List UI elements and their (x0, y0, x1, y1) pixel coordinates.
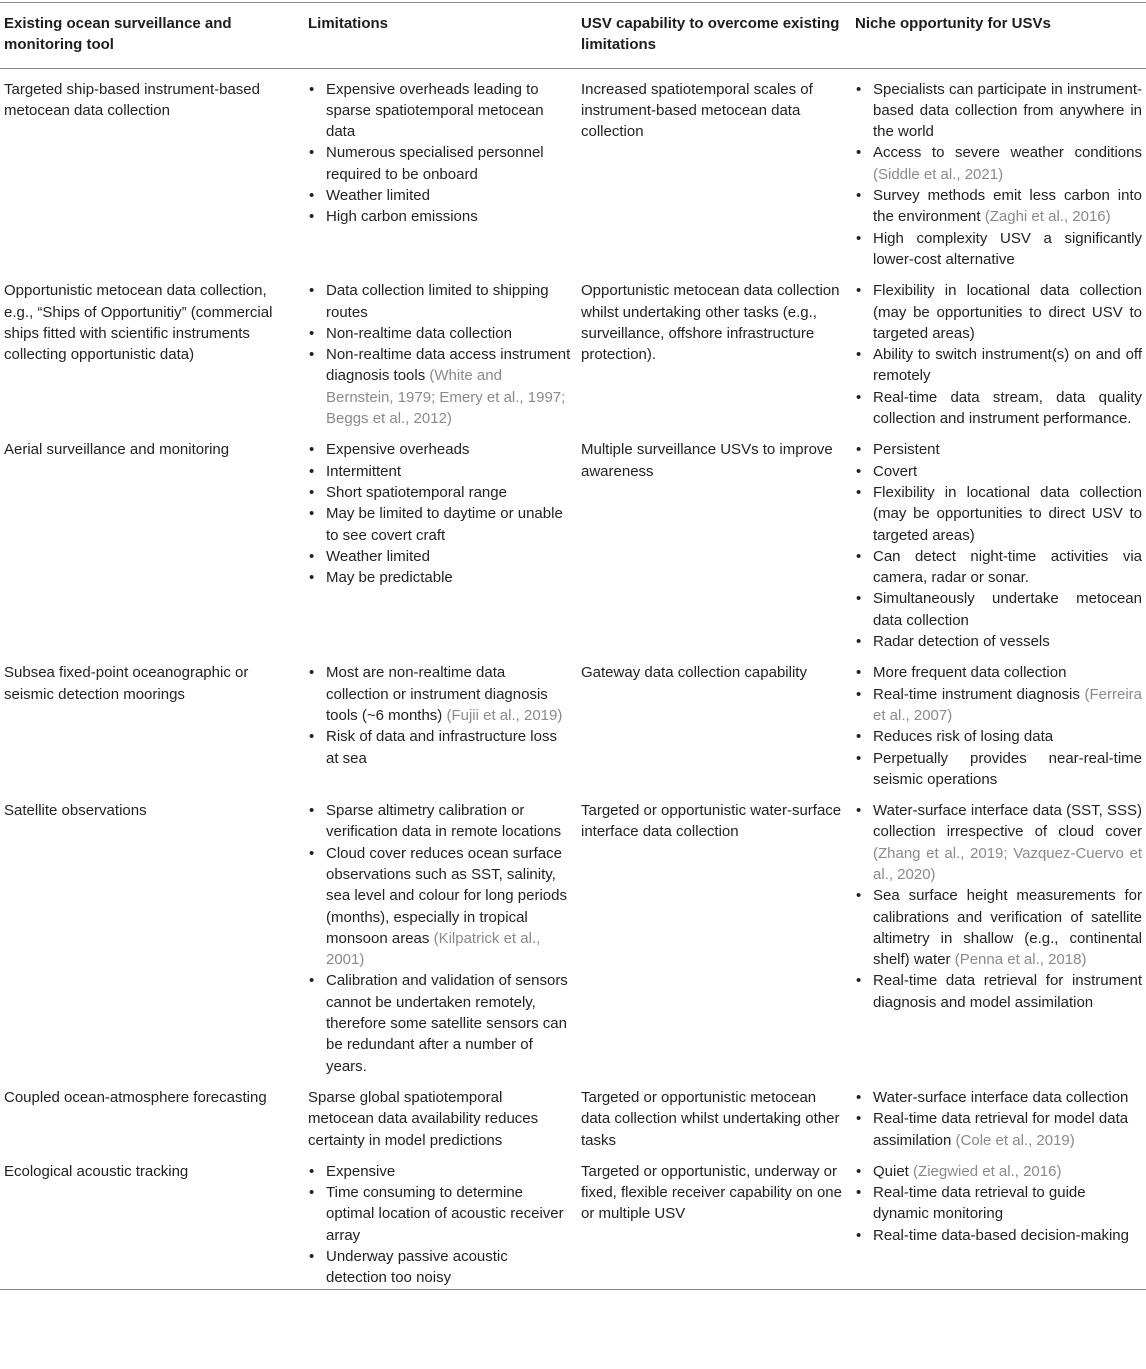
niche-cell (851, 1077, 1146, 1151)
limitations-cell: Sparse global spatiotemporal metocean data availability reduces certainty in model predictions (308, 1088, 539, 1149)
tool-cell: Coupled ocean-atmosphere forecasting (4, 1088, 267, 1106)
limitations-cell (304, 790, 577, 1077)
tool-cell: Subsea fixed-point oceanographic or seismic detection moorings (4, 664, 249, 703)
table-row (0, 1077, 1146, 1151)
niche-cell (851, 652, 1146, 790)
citation-link[interactable]: (Zaghi et al., 2016) (984, 208, 1111, 226)
table-row (0, 790, 1146, 1077)
list-item: • Perpetually provides near-real-time seismic operations (855, 748, 1142, 791)
tool-cell: Opportunistic metocean data collection, e.g., “Ships of Opportunitiy” (commercial ships fitted with scientific instruments collecting opportunistic data) (4, 282, 273, 364)
list-item: • Expensive overheads leading to sparse spatiotemporal metocean data (308, 79, 571, 143)
capability-cell: Gateway data collection capability (581, 664, 807, 682)
list-item: • Flexibility in locational data collection (may be opportunities to direct USV to targeted areas) (855, 280, 1142, 344)
limitations-cell (304, 270, 577, 429)
list-item: • Data collection limited to shipping routes (308, 280, 571, 323)
list-item: • Risk of data and infrastructure loss at sea (308, 726, 571, 769)
header-usv-capability: USV capability to overcome existing limitations (577, 3, 851, 69)
limitations-cell (304, 429, 577, 652)
capability-cell: Targeted or opportunistic, underway or fixed, flexible receiver capability on one or multiple USV (577, 1151, 851, 1289)
header-niche-opportunity: Niche opportunity for USVs (851, 3, 1146, 69)
tool-cell: Aerial surveillance and monitoring (4, 441, 230, 459)
citation-link[interactable]: (Siddle et al., 2021) (873, 165, 1004, 183)
niche-cell (851, 270, 1146, 429)
capability-cell: Increased spatiotemporal scales of instrument-based metocean data collection (581, 80, 813, 141)
list-item: • Non-realtime data access instrument diagnosis tools (White and Bernstein, 1979; Emery et al., 1997; Beggs et al., 2012) (308, 344, 571, 429)
list-item: • Access to severe weather conditions (Siddle et al., 2021) (855, 142, 1142, 185)
list-item: • Time consuming to determine optimal location of acoustic receiver array (308, 1182, 571, 1246)
citation-link[interactable]: (Cole et al., 2019) (955, 1131, 1075, 1149)
list-item: • Reduces risk of losing data (855, 726, 1142, 747)
limitations-cell (304, 1151, 577, 1289)
tool-cell: Targeted ship-based instrument-based metocean data collection (4, 80, 260, 119)
tool-cell: Satellite observations (4, 802, 147, 820)
list-item: • High complexity USV a significantly lower-cost alternative (855, 228, 1142, 271)
list-item: • Water-surface interface data collection (855, 1087, 1142, 1108)
list-item: • Sparse altimetry calibration or verification data in remote locations (308, 800, 571, 843)
citation-link[interactable]: (Penna et al., 2018) (954, 951, 1087, 969)
list-item: • Real-time data-based decision-making (855, 1225, 1142, 1246)
niche-cell (851, 68, 1146, 270)
list-item: • Real-time data retrieval to guide dynamic monitoring (855, 1182, 1142, 1225)
list-item: • Simultaneously undertake metocean data collection (855, 588, 1142, 631)
list-item: • Intermittent (308, 461, 571, 482)
list-item: • Survey methods emit less carbon into the environment (Zaghi et al., 2016) (855, 185, 1142, 228)
limitations-cell (304, 652, 577, 790)
list-item: • Ability to switch instrument(s) on and off remotely (855, 344, 1142, 387)
table-row (0, 652, 1146, 790)
list-item: • Expensive overheads (308, 439, 571, 460)
list-item: • Most are non-realtime data collection or instrument diagnosis tools (~6 months) (Fujii et al., 2019) (308, 662, 571, 726)
list-item: • Can detect night-time activities via camera, radar or sonar. (855, 546, 1142, 589)
list-item: • Real-time data stream, data quality collection and instrument performance. (855, 387, 1142, 430)
table-row (0, 270, 1146, 429)
citation-link[interactable]: (Fujii et al., 2019) (446, 706, 563, 724)
header-limitations: Limitations (304, 3, 577, 69)
citation-link[interactable]: (Kilpatrick et al., 2001) (326, 929, 541, 969)
table-header-row (0, 3, 1146, 69)
citation-link[interactable]: (White and Bernstein, 1979; Emery et al., 1997; Beggs et al., 2012) (326, 367, 566, 428)
capability-cell: Opportunistic metocean data collection whilst undertaking other tasks (e.g., surveillance, offshore infrastructure protection). (581, 282, 840, 364)
list-item: • Calibration and validation of sensors cannot be undertaken remotely, therefore some satellite sensors can be redundant after a number of years. (308, 970, 571, 1076)
list-item: • Sea surface height measurements for calibrations and verification of satellite altimetry in shallow (e.g., continental shelf) water (Penna et al., 2018) (855, 885, 1142, 970)
citation-link[interactable]: (Ziegwied et al., 2016) (913, 1162, 1062, 1180)
list-item: • Short spatiotemporal range (308, 482, 571, 503)
list-item: • Radar detection of vessels (855, 631, 1142, 652)
capability-cell: Targeted or opportunistic water-surface interface data collection (581, 802, 842, 841)
tool-cell: Ecological acoustic tracking (0, 1151, 304, 1289)
capability-cell: Multiple surveillance USVs to improve awareness (581, 441, 833, 480)
list-item: • Weather limited (308, 546, 571, 567)
citation-link[interactable]: (Zhang et al., 2019; Vazquez-Cuervo et al., 2020) (873, 844, 1142, 883)
list-item: • Expensive (308, 1161, 571, 1182)
limitations-cell (304, 68, 577, 270)
list-item: • May be predictable (308, 567, 571, 588)
list-item: • Underway passive acoustic detection too noisy (308, 1246, 571, 1289)
table-row (0, 429, 1146, 652)
list-item: • Persistent (855, 439, 1142, 460)
header-existing-tool: Existing ocean surveillance and monitoring tool (0, 3, 304, 69)
list-item: • Covert (855, 461, 1142, 482)
list-item: • Real-time data retrieval for instrument diagnosis and model assimilation (855, 970, 1142, 1013)
list-item: • Water-surface interface data (SST, SSS) collection irrespective of cloud cover (Zhang et al., 2019; Vazquez-Cuervo et al., 2020) (855, 800, 1142, 885)
list-item: • Quiet (Ziegwied et al., 2016) (855, 1161, 1142, 1182)
table-row (0, 1151, 1146, 1289)
list-item: • Weather limited (308, 185, 571, 206)
list-item: • Non-realtime data collection (308, 323, 571, 344)
table-row (0, 68, 1146, 270)
niche-cell (851, 429, 1146, 652)
list-item: • More frequent data collection (855, 662, 1142, 683)
list-item: • Specialists can participate in instrument-based data collection from anywhere in the world (855, 79, 1142, 143)
usv-comparison-table (0, 2, 1146, 1290)
niche-cell (851, 1151, 1146, 1289)
list-item: • Cloud cover reduces ocean surface observations such as SST, salinity, sea level and colour for long periods (months), especially in tropical monsoon areas (Kilpatrick et al., 2001) (308, 843, 571, 971)
list-item: • Real-time data retrieval for model data assimilation (Cole et al., 2019) (855, 1108, 1142, 1151)
list-item: • High carbon emissions (308, 206, 571, 227)
list-item: • Numerous specialised personnel required to be onboard (308, 142, 571, 185)
list-item: • Flexibility in locational data collection (may be opportunities to direct USV to targeted areas) (855, 482, 1142, 546)
citation-link[interactable]: (Ferreira et al., 2007) (873, 685, 1142, 724)
list-item: • May be limited to daytime or unable to see covert craft (308, 503, 571, 546)
list-item: • Real-time instrument diagnosis (Ferreira et al., 2007) (855, 684, 1142, 727)
niche-cell (851, 790, 1146, 1077)
capability-cell: Targeted or opportunistic metocean data collection whilst undertaking other tasks (581, 1088, 840, 1149)
